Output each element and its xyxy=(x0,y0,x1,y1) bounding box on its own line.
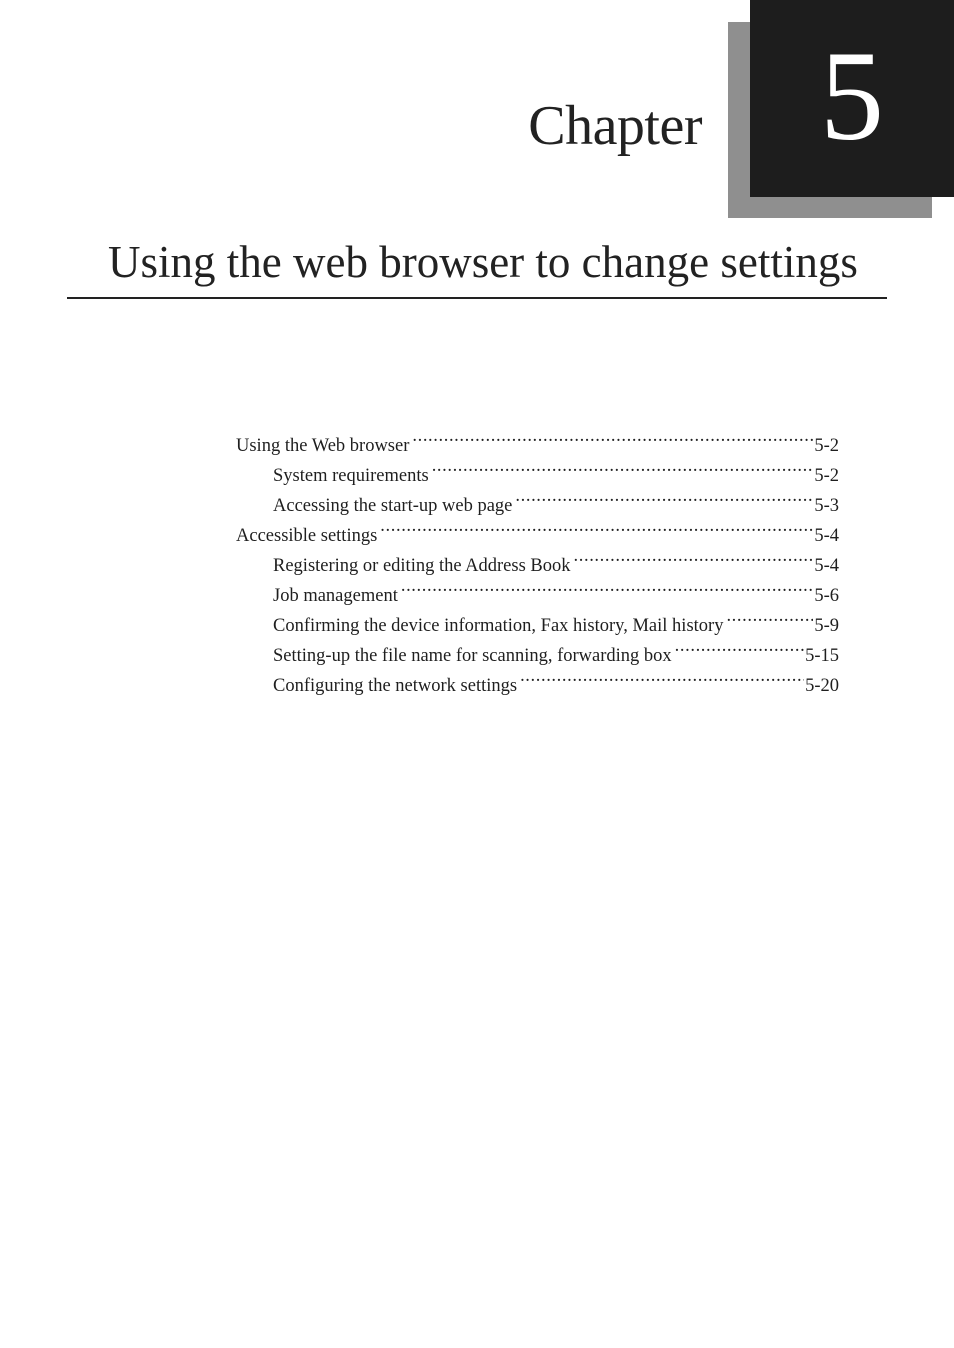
toc-leader-dots xyxy=(380,511,813,541)
toc-entry-page: 5-4 xyxy=(814,556,839,576)
toc-leader-dots xyxy=(520,661,804,691)
toc-entry-page: 5-9 xyxy=(814,616,839,636)
chapter-word: Chapter xyxy=(528,95,702,157)
page-title: Using the web browser to change settings xyxy=(108,237,858,287)
toc-entry-label: Using the Web browser xyxy=(236,436,410,456)
toc-leader-dots xyxy=(726,601,813,631)
toc-entry-page: 5-15 xyxy=(805,646,839,666)
chapter-number: 5 xyxy=(820,24,884,167)
toc-entry-label: Registering or editing the Address Book xyxy=(273,556,571,576)
toc-entry-label: System requirements xyxy=(273,466,429,486)
toc-leader-dots xyxy=(574,541,814,571)
toc-entry-label: Job management xyxy=(273,586,398,606)
toc-leader-dots xyxy=(675,631,804,661)
chapter-number-box xyxy=(750,0,954,197)
toc-entry-label: Setting-up the file name for scanning, forwarding box xyxy=(273,646,672,666)
toc-entry-label: Accessing the start-up web page xyxy=(273,496,513,516)
toc-entry-label: Configuring the network settings xyxy=(273,676,518,696)
toc-leader-dots xyxy=(401,571,813,601)
toc-leader-dots xyxy=(432,451,814,481)
toc-entry-page: 5-6 xyxy=(814,586,839,606)
toc-entry-page: 5-2 xyxy=(814,436,839,456)
table-of-contents xyxy=(236,421,839,696)
title-divider xyxy=(67,297,887,299)
toc-entry-label: Confirming the device information, Fax history, Mail history xyxy=(273,616,724,636)
toc-leader-dots xyxy=(515,481,813,511)
toc-leader-dots xyxy=(412,421,813,451)
toc-entry-page: 5-2 xyxy=(814,466,839,486)
toc-entry-page: 5-20 xyxy=(805,676,839,696)
toc-entry-page: 5-3 xyxy=(814,496,839,516)
toc-entry-label: Accessible settings xyxy=(236,526,378,546)
toc-entry-page: 5-4 xyxy=(814,526,839,546)
toc-entry[interactable] xyxy=(236,421,839,456)
